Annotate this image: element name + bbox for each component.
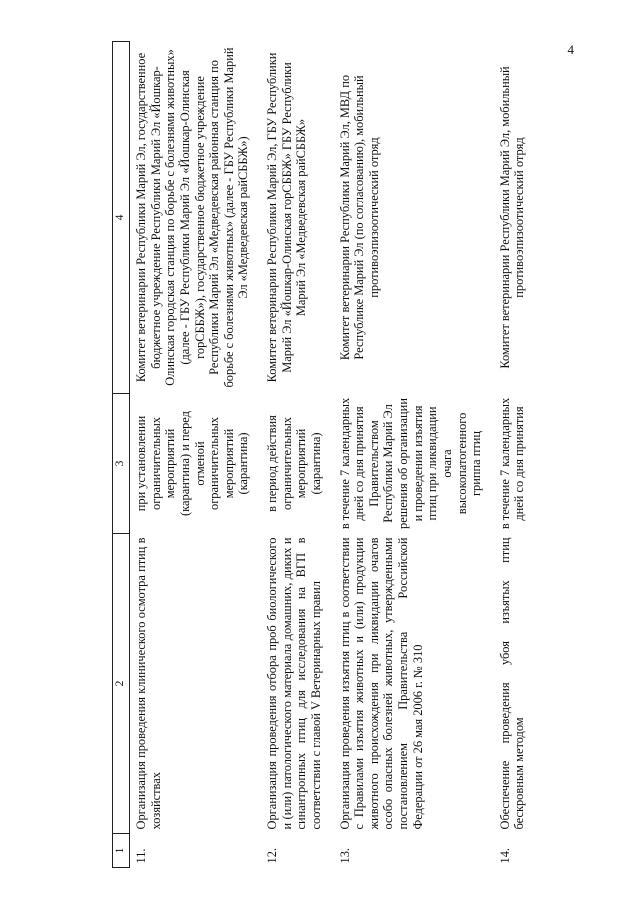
header-col-4: 4 xyxy=(113,42,130,394)
term-cell: в течение 7 календарных дней со дня принятия Правительством Республики Марий Эл решения об организации и проведении изъятия птиц при ликвидации очага высокопатогенного гриппа птиц xyxy=(337,397,484,530)
row-number: 11. xyxy=(134,848,148,864)
executor-cell: Комитет ветеринарии Республики Марий Эл, мобильный противоэпизоотический отряд xyxy=(497,66,527,369)
header-col-2: 2 xyxy=(113,534,130,834)
executor-cell: Комитет ветеринарии Республики Марий Эл, ГБУ Республики Марий Эл «Йошкар-Олинская горСББЖ» ГБУ Республики Марий Эл «Медведевская райСББЖ» xyxy=(265,52,309,383)
rotated-table-wrapper xyxy=(112,42,572,868)
table-header-row xyxy=(113,42,130,868)
term-cell: при установлении ограничительных мероприятий (карантина) и перед отменой ограничительных мероприятий (карантина) xyxy=(134,411,251,516)
executor-cell: Комитет ветеринарии Республики Марий Эл, МВД по Республике Марий Эл (по согласованию), мобильный противоэпизоотический отряд xyxy=(337,74,381,361)
table-row xyxy=(261,42,334,868)
row-number: 12. xyxy=(265,848,279,864)
term-cell: в течение 7 календарных дней со дня принятия xyxy=(497,397,527,530)
page-number: 4 xyxy=(567,42,574,57)
executor-cell: Комитет ветеринарии Республики Марий Эл, государственное бюджетное учреждение Республики Марий Эл «Йошкар-Олинская городская станция по борьбе с болезнями животных» (далее - ГБУ Республики Марий Эл «Йошкар-Олинская горСББЖ»), государственное бюджетное учреждение Республики Марий Эл «Медведевская районная станция по борьбе с болезнями животных» (далее - ГБУ Республики Марий Эл «Медведевская райСББЖ») xyxy=(134,47,251,388)
measure-cell: Обеспечение проведения убоя изъятых птиц бескровным методом xyxy=(497,537,527,830)
measure-cell: Организация проведения изъятия птиц в соответствии с Правилами изъятия животных и (или) продукции животного происхождения при ликвидации очагов особо опасных болезней животных, утвержденными постановлением Правительства Российской Федерации от 26 мая 2006 г. № 310 xyxy=(337,537,425,830)
measure-cell: Организация проведения отбора проб биологического и (или) патологического материала домашних, диких и синантропных птиц для исследования на ВГП в соответствии с главой V Ветеринарных правил xyxy=(265,537,323,830)
row-number: 14. xyxy=(497,848,512,864)
term-cell: в период действия ограничительных мероприятий (карантина) xyxy=(265,415,323,512)
header-col-1: 1 xyxy=(113,834,130,868)
measure-cell: Организация проведения клинического осмотра птиц в хозяйствах xyxy=(134,537,163,830)
header-col-3: 3 xyxy=(113,394,130,534)
measures-table xyxy=(112,41,537,868)
row-number: 13. xyxy=(337,848,352,864)
table-row xyxy=(130,42,262,868)
table-row xyxy=(334,42,494,868)
table-row xyxy=(494,42,537,868)
